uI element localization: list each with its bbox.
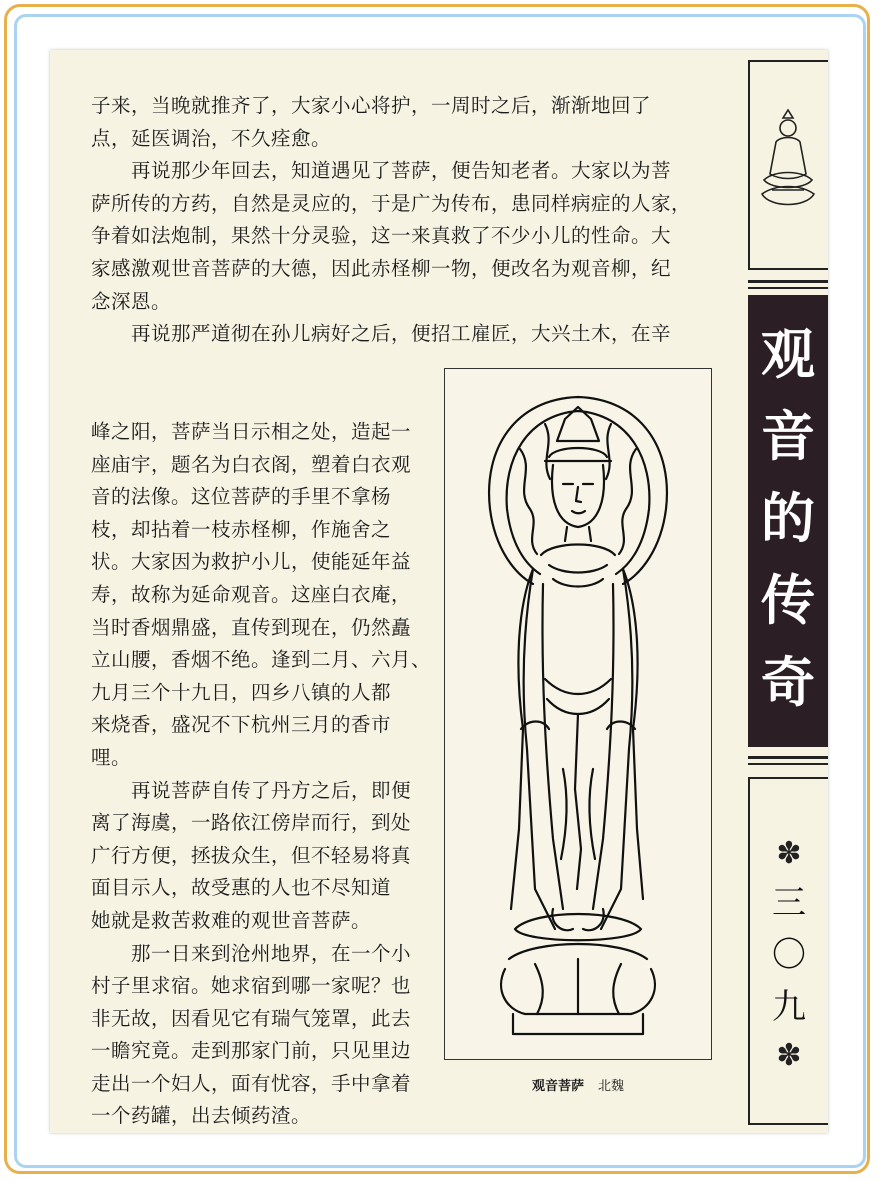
guanyin-illustration xyxy=(444,368,712,1060)
text-line: 走出一个妇人，面有忧容，手中拿着 xyxy=(91,1071,412,1095)
seated-bodhisattva-icon xyxy=(750,62,826,268)
flower-icon: ✽ xyxy=(776,1038,802,1073)
text-line: 一瞻究竟。走到那家门前，只见里边 xyxy=(91,1039,412,1063)
text-line: 立山腰，香烟不绝。逢到二月、六月、 xyxy=(91,648,432,672)
caption-title: 观音菩萨 xyxy=(531,1079,584,1094)
title-char: 传 xyxy=(761,568,815,632)
caption-dynasty: 北魏 xyxy=(598,1079,625,1094)
text-line: 广行方便，拯拔众生，但不轻易将真 xyxy=(91,843,412,867)
text-line: 非无故，因看见它有瑞气笼罩，此去 xyxy=(91,1006,412,1030)
page-number-char: 〇 xyxy=(772,935,806,975)
book-page xyxy=(50,50,828,1133)
text-line: 再说菩萨自传了丹方之后，即便 xyxy=(91,778,412,802)
bodhisattva-vignette xyxy=(748,60,828,270)
rule-line xyxy=(748,280,828,283)
title-char: 的 xyxy=(761,486,815,550)
text-line: 状。大家因为救护小儿，使能延年益 xyxy=(91,550,412,574)
flower-icon: ✽ xyxy=(776,836,802,871)
text-line: 她就是救苦救难的观世音菩萨。 xyxy=(91,908,372,932)
text-line: 再说那严道彻在孙儿病好之后，便招工雇匠，大兴土木，在辛 xyxy=(91,322,672,346)
text-line: 座庙宇，题名为白衣阁，塑着白衣观 xyxy=(91,452,412,476)
text-line: 九月三个十九日，四乡八镇的人都 xyxy=(91,680,392,704)
text-line: 点，延医调治，不久痊愈。 xyxy=(91,126,332,150)
page-number-char: 三 xyxy=(772,883,806,923)
text-line: 萨所传的方药，自然是灵应的，于是广为传布，患同样病症的人家， xyxy=(91,191,692,215)
title-char: 音 xyxy=(761,404,815,468)
page-number-char: 九 xyxy=(772,987,806,1027)
text-line: 枝，却拈着一枝赤柽柳，作施舍之 xyxy=(91,517,392,541)
title-char: 奇 xyxy=(761,650,815,714)
text-line: 来烧香，盛况不下杭州三月的香市 xyxy=(91,713,392,737)
text-line: 一个药罐，出去倾药渣。 xyxy=(91,1104,312,1128)
text-line: 念深恩。 xyxy=(91,289,172,313)
text-line: 子来，当晚就推齐了，大家小心将护，一周时之后，渐渐地回了 xyxy=(91,94,652,117)
title-char: 观 xyxy=(761,322,815,386)
text-line: 哩。 xyxy=(91,745,132,769)
text-line: 争着如法炮制，果然十分灵验，这一来真救了不少小儿的性命。大 xyxy=(91,224,672,248)
rule-line xyxy=(748,763,828,765)
guanyin-statue-drawing xyxy=(445,369,710,1058)
text-line: 那一日来到沧州地界，在一个小 xyxy=(91,941,412,965)
text-line: 离了海虞，一路依江傍岸而行，到处 xyxy=(91,811,412,835)
text-line: 再说那少年回去，知道遇见了菩萨，便告知老者。大家以为菩 xyxy=(91,159,672,183)
text-line: 家感激观世音菩萨的大德，因此赤柽柳一物，便改名为观音柳，纪 xyxy=(91,256,672,280)
body-text-full-width xyxy=(91,90,711,351)
page-number-panel xyxy=(748,777,828,1125)
text-line: 音的法像。这位菩萨的手里不拿杨 xyxy=(91,485,392,509)
body-text-narrow-column xyxy=(91,416,441,1133)
text-line: 面目示人，故受惠的人也不尽知道 xyxy=(91,876,392,900)
text-line: 村子里求宿。她求宿到哪一家呢？也 xyxy=(91,974,412,998)
figure-caption xyxy=(444,1075,712,1094)
text-line: 当时香烟鼎盛，直传到现在，仍然矗 xyxy=(91,615,412,639)
text-line: 峰之阳，菩萨当日示相之处，造起一 xyxy=(91,420,412,443)
chapter-title-banner xyxy=(748,295,828,747)
rule-line xyxy=(748,287,828,289)
text-line: 寿，故称为延命观音。这座白衣庵， xyxy=(91,582,412,606)
rule-line xyxy=(748,756,828,759)
